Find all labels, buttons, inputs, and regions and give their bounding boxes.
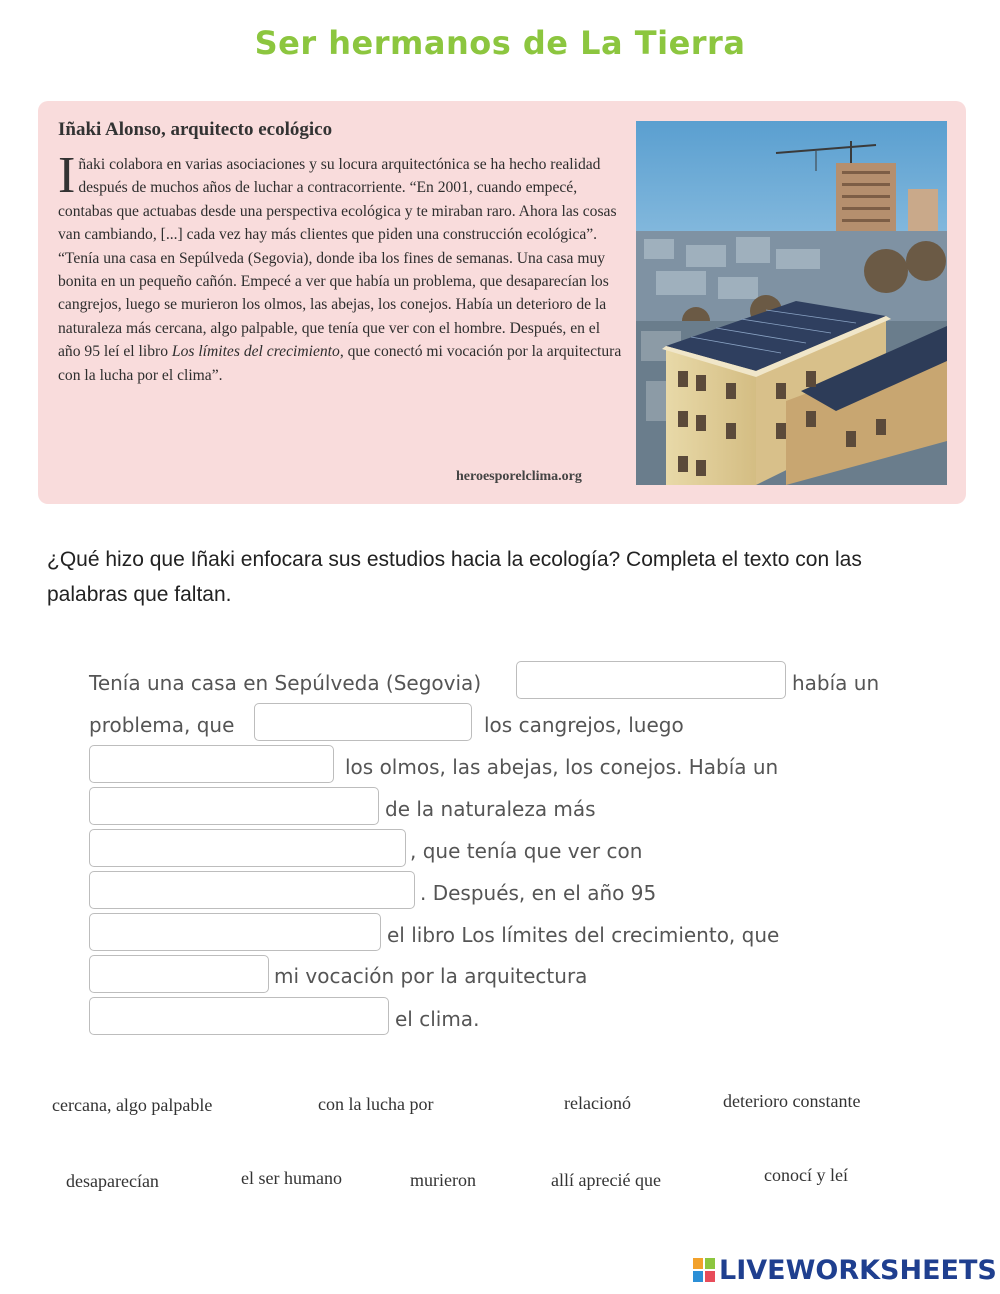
blank-input-4[interactable] (89, 787, 379, 825)
blank-input-5[interactable] (89, 829, 406, 867)
solar-building-photo (636, 121, 947, 485)
exercise-text-6: de la naturaleza más (385, 797, 596, 821)
exercise-text-10: mi vocación por la arquitectura (274, 964, 588, 988)
blank-input-1[interactable] (516, 661, 786, 699)
article-heading: Iñaki Alonso, arquitecto ecológico (58, 119, 333, 140)
blank-input-6[interactable] (89, 871, 415, 909)
exercise-text-3: problema, que (89, 713, 235, 737)
word-option[interactable]: desaparecían (66, 1171, 159, 1191)
article-text-part-2: , que conectó mi vocación por la arquitectura con la lucha por el clima”. (58, 343, 622, 384)
exercise-text-1: Tenía una casa en Sepúlveda (Segovia) (89, 671, 482, 695)
exercise-text-2: había un (792, 671, 880, 695)
blank-input-3[interactable] (89, 745, 334, 783)
word-option[interactable]: murieron (410, 1170, 476, 1190)
word-option[interactable]: deterioro constante (723, 1091, 861, 1111)
liveworksheets-logo-icon (693, 1258, 715, 1282)
word-option[interactable]: el ser humano (241, 1168, 342, 1188)
book-title: Los límites del crecimiento (171, 343, 340, 361)
exercise-text-9: el libro Los límites del crecimiento, que (387, 923, 780, 947)
article-text-part-1: ñaki colabora en varias asociaciones y su locura arquitectónica se ha hecho realidad después de muchos años de luchar a contracorriente. “En 2001, cuando empecé, contabas que actuabas desde una perspectiva ecológica y te miraban raro. Ahora las cosas van cambiando, [...] cada vez hay más clientes que piden una construcción ecológica”. “Tenía una casa en Sepúlveda (Segovia), donde iba los fines de semanas. Una casa muy bonita en un pequeño cañón. Empecé a ver que había un problema, que desaparecían los cangrejos, luego se murieron los olmos, las abejas, los conejos. Había un deterioro de la naturaleza más cercana, algo palpable, que tenía que ver con el hombre. Después, en el año 95 leí el libro (58, 156, 617, 361)
blank-input-7[interactable] (89, 913, 381, 951)
word-option[interactable]: cercana, algo palpable (52, 1095, 213, 1115)
word-option[interactable]: relacionó (564, 1093, 631, 1113)
liveworksheets-logo[interactable] (693, 1253, 997, 1287)
exercise-text-7: , que tenía que ver con (410, 839, 643, 863)
drop-cap: I (58, 147, 76, 204)
exercise-text-5: los olmos, las abejas, los conejos. Había un (345, 755, 779, 779)
word-option[interactable]: con la lucha por (318, 1094, 434, 1114)
article-card (38, 101, 966, 504)
word-option[interactable]: conocí y leí (764, 1165, 848, 1185)
article-source: heroesporelclima.org (456, 469, 582, 484)
article-body (58, 147, 623, 387)
blank-input-8[interactable] (89, 955, 269, 993)
exercise-text-11: el clima. (395, 1007, 480, 1031)
exercise-text-8: . Después, en el año 95 (420, 881, 657, 905)
word-option[interactable]: allí aprecié que (551, 1170, 661, 1190)
question-prompt: ¿Qué hizo que Iñaki enfocara sus estudios hacia la ecología? Completa el texto con las palabras que faltan. (47, 548, 862, 606)
page-title: Ser hermanos de La Tierra (254, 24, 746, 62)
blank-input-9[interactable] (89, 997, 389, 1035)
exercise-text-4: los cangrejos, luego (484, 713, 684, 737)
blank-input-2[interactable] (254, 703, 472, 741)
logo-text: LIVEWORKSHEETS (719, 1254, 997, 1286)
